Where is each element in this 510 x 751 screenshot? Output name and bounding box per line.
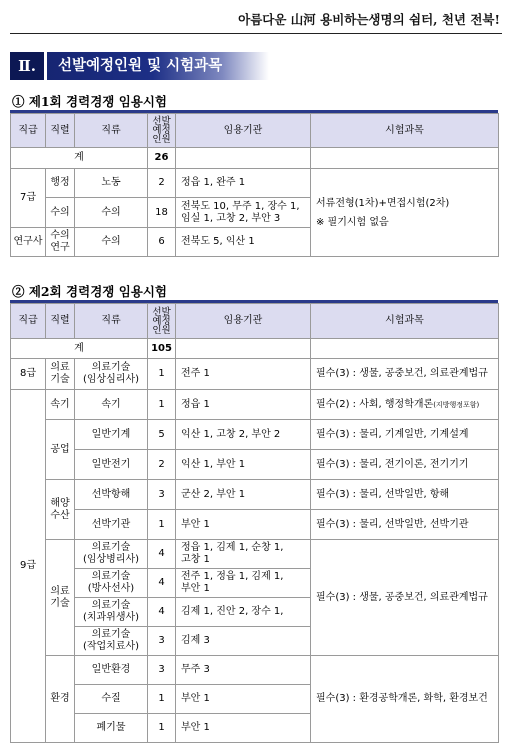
table1-header-subjects: 시험과목 [311,114,499,148]
slogan: 아름다운 山河 용비하는생명의 쉼터, 천년 전북! [238,12,500,27]
section-number: Ⅱ. [10,52,44,80]
table2-hwangyeong3-count: 1 [148,714,176,743]
table2-uiryo-subject: 필수(3) : 생물, 공중보건, 의료관계법규 [311,540,499,656]
table2-uiryo4-class: 의료기술 (작업치료사) [75,627,148,656]
table2-uiryo2-agency: 전주 1, 정읍 1, 김제 1, 부안 1 [176,569,311,598]
table1-total-value: 26 [148,148,176,169]
table2-g8-class: 의료기술 (임상심리사) [75,359,148,390]
table1-header-class: 직류 [75,114,148,148]
table2-gongeop1-agency: 익산 1, 고창 2, 부안 2 [176,420,311,450]
table1-row2-series: 수의 [46,198,75,228]
table1-row3-grade: 연구사 [11,228,46,257]
table2-haeyang2-subject: 필수(3) : 물리, 선박일반, 선박기관 [311,510,499,540]
section-title-bar [10,52,269,80]
table2-header-agency: 임용기관 [176,304,311,339]
table2 [10,303,499,743]
table1-subjects: 서류전형(1차)+면접시험(2차) ※ 필기시험 없음 [311,169,499,257]
table2-uiryo3-count: 4 [148,598,176,627]
table2-haeyang1-subject: 필수(3) : 물리, 선박일반, 항해 [311,480,499,510]
table2-header-subjects: 시험과목 [311,304,499,339]
table2-uiryo3-agency: 김제 1, 진안 2, 장수 1, [176,598,311,627]
table2-sokgi-subject-cell [311,390,499,420]
table2-sokgi-subject: 필수(2) : 사회, 행정학개론 [316,398,434,410]
table1-row2-class: 수의 [75,198,148,228]
table2-hwangyeong1-class: 일반환경 [75,656,148,685]
table1-header-agency: 임용기관 [176,114,311,148]
table2-g8-series: 의료 기술 [46,359,75,390]
table2-sokgi-count: 1 [148,390,176,420]
table1-header-grade: 직급 [11,114,46,148]
table2-hwangyeong-subject: 필수(3) : 환경공학개론, 화학, 환경보건 [311,656,499,743]
table2-haeyang1-count: 3 [148,480,176,510]
table1-row3-class: 수의 [75,228,148,257]
table1-row1-class: 노동 [75,169,148,198]
table1-row1-series: 행정 [46,169,75,198]
table2-haeyang1-class: 선박항해 [75,480,148,510]
table1-header-series: 직렬 [46,114,75,148]
table1-row3-count: 6 [148,228,176,257]
table1-row1-count: 2 [148,169,176,198]
table2-uiryo2-count: 4 [148,569,176,598]
table2-g8-agency: 전주 1 [176,359,311,390]
table2-header-count: 선발 예정 인원 [148,304,176,339]
table2-sokgi-agency: 정읍 1 [176,390,311,420]
table1-row3-series: 수의 연구 [46,228,75,257]
table2-haeyang2-class: 선박기관 [75,510,148,540]
table2-uiryo4-count: 3 [148,627,176,656]
table2-haeyang2-count: 1 [148,510,176,540]
table2-uiryo4-agency: 김제 3 [176,627,311,656]
table2-hwangyeong2-agency: 부안 1 [176,685,311,714]
table2-sokgi-class: 속기 [75,390,148,420]
table1-row2-agency: 전북도 10, 무주 1, 장수 1, 임실 1, 고창 2, 부안 3 [176,198,311,228]
table2-hwangyeong1-agency: 무주 3 [176,656,311,685]
table2-uiryo1-count: 4 [148,540,176,569]
table2-header-series: 직렬 [46,304,75,339]
table2-total-label: 계 [11,339,148,359]
table2-grade-9: 9급 [11,390,46,743]
table2-hwangyeong1-count: 3 [148,656,176,685]
table2-sokgi-subject-note: (지방행정포함) [433,400,480,409]
table2-hwangyeong2-count: 1 [148,685,176,714]
table2-gongeop2-count: 2 [148,450,176,480]
table2-g8-count: 1 [148,359,176,390]
table2-heading: ② 제2회 경력경쟁 임용시험 [12,284,168,299]
table2-hwangyeong-series: 환경 [46,656,75,743]
table1-header-count: 선발 예정 인원 [148,114,176,148]
table2-gongeop-series: 공업 [46,420,75,480]
table1 [10,113,499,257]
table2-haeyang-series: 해양 수산 [46,480,75,540]
table1-row1-agency: 정읍 1, 완주 1 [176,169,311,198]
table2-header-grade: 직급 [11,304,46,339]
table1-total-agency [176,148,311,169]
header-rule [10,33,502,34]
table2-uiryo1-agency: 정읍 1, 김제 1, 순창 1, 고창 1 [176,540,311,569]
table2-header-class: 직류 [75,304,148,339]
table2-gongeop1-subject: 필수(3) : 물리, 기계일반, 기계설계 [311,420,499,450]
table2-hwangyeong3-agency: 부안 1 [176,714,311,743]
table1-total-subjects [311,148,499,169]
table2-gongeop2-class: 일반전기 [75,450,148,480]
table2-uiryo3-class: 의료기술 (치과위생사) [75,598,148,627]
table1-row3-agency: 전북도 5, 익산 1 [176,228,311,257]
table2-uiryo1-class: 의료기술 (임상병리사) [75,540,148,569]
table2-gongeop2-subject: 필수(3) : 물리, 전기이론, 전기기기 [311,450,499,480]
table2-gongeop1-class: 일반기계 [75,420,148,450]
table2-haeyang2-agency: 부안 1 [176,510,311,540]
table2-uiryo-series: 의료 기술 [46,540,75,656]
table2-hwangyeong3-class: 폐기물 [75,714,148,743]
table2-hwangyeong2-class: 수질 [75,685,148,714]
table2-sokgi-series: 속기 [46,390,75,420]
table1-heading: ① 제1회 경력경쟁 임용시험 [12,94,168,109]
table1-grade-7: 7급 [11,169,46,228]
table1-total-label: 계 [11,148,148,169]
section-title: 선발예정인원 및 시험과목 [58,58,223,74]
table2-g8-subject: 필수(3) : 생물, 공중보건, 의료관계법규 [311,359,499,390]
table2-gongeop2-agency: 익산 1, 부안 1 [176,450,311,480]
table1-row2-count: 18 [148,198,176,228]
table2-uiryo2-class: 의료기술 (방사선사) [75,569,148,598]
table2-total-subjects [311,339,499,359]
section-number-separator [44,52,47,80]
table2-haeyang1-agency: 군산 2, 부안 1 [176,480,311,510]
table2-gongeop1-count: 5 [148,420,176,450]
table2-total-agency [176,339,311,359]
table2-total-value: 105 [148,339,176,359]
table2-grade-8: 8급 [11,359,46,390]
